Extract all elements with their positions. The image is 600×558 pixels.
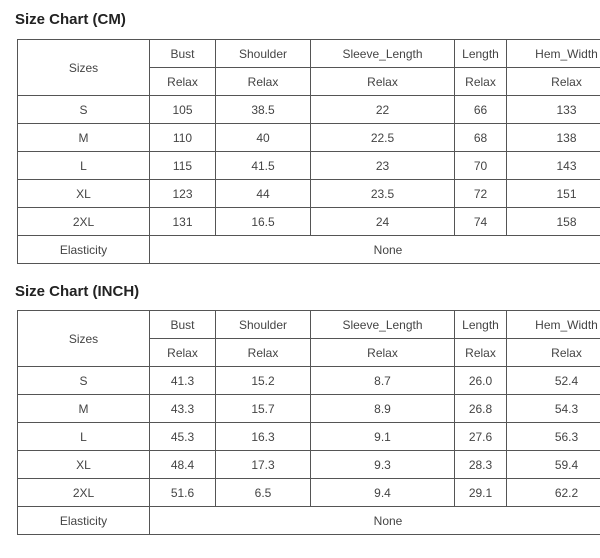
elasticity-value-cell: None [150,236,600,264]
measurement-cell: 22 [311,96,455,124]
measurement-cell: 66 [455,96,507,124]
size-label-cell: L [18,152,150,180]
fit-subheader-cell: Relax [311,68,455,96]
measurement-cell: 26.8 [455,395,507,423]
table-row [18,208,600,236]
column-header-cell: Sleeve_Length [311,311,455,339]
size-chart-cm-table [17,39,600,264]
table-row [18,96,600,124]
measurement-cell: 138 [507,124,600,152]
size-chart-cm-title: Size Chart (CM) [15,11,126,28]
measurement-cell: 40 [216,124,311,152]
fit-subheader-cell: Relax [311,339,455,367]
measurement-cell: 56.3 [507,423,600,451]
table-row [18,124,600,152]
elasticity-label-cell: Elasticity [18,236,150,264]
fit-subheader-cell: Relax [216,339,311,367]
measurement-cell: 44 [216,180,311,208]
measurement-cell: 105 [150,96,216,124]
measurement-cell: 59.4 [507,451,600,479]
column-header-cell: Hem_Width [507,311,600,339]
measurement-cell: 38.5 [216,96,311,124]
column-header-cell: Bust [150,40,216,68]
measurement-cell: 16.3 [216,423,311,451]
measurement-cell: 48.4 [150,451,216,479]
measurement-cell: 45.3 [150,423,216,451]
table-row [18,423,600,451]
measurement-cell: 24 [311,208,455,236]
size-chart-inch-title: Size Chart (INCH) [15,283,140,300]
measurement-cell: 54.3 [507,395,600,423]
measurement-cell: 8.9 [311,395,455,423]
measurement-cell: 62.2 [507,479,600,507]
measurement-cell: 115 [150,152,216,180]
header-row [18,311,600,339]
measurement-cell: 41.5 [216,152,311,180]
fit-subheader-cell: Relax [150,68,216,96]
elasticity-row [18,507,600,535]
table-row [18,367,600,395]
measurement-cell: 131 [150,208,216,236]
sizes-header-cell: Sizes [18,40,150,96]
elasticity-label-cell: Elasticity [18,507,150,535]
size-label-cell: XL [18,451,150,479]
measurement-cell: 123 [150,180,216,208]
measurement-cell: 41.3 [150,367,216,395]
measurement-cell: 9.4 [311,479,455,507]
measurement-cell: 23 [311,152,455,180]
measurement-cell: 28.3 [455,451,507,479]
measurement-cell: 158 [507,208,600,236]
elasticity-row [18,236,600,264]
measurement-cell: 70 [455,152,507,180]
fit-subheader-cell: Relax [216,68,311,96]
measurement-cell: 27.6 [455,423,507,451]
table-row [18,152,600,180]
measurement-cell: 110 [150,124,216,152]
column-header-cell: Length [455,40,507,68]
measurement-cell: 15.7 [216,395,311,423]
size-label-cell: L [18,423,150,451]
measurement-cell: 9.3 [311,451,455,479]
size-label-cell: 2XL [18,208,150,236]
size-label-cell: S [18,96,150,124]
column-header-cell: Shoulder [216,40,311,68]
size-label-cell: M [18,395,150,423]
column-header-cell: Length [455,311,507,339]
table-row [18,451,600,479]
measurement-cell: 26.0 [455,367,507,395]
measurement-cell: 52.4 [507,367,600,395]
column-header-cell: Hem_Width [507,40,600,68]
measurement-cell: 17.3 [216,451,311,479]
fit-subheader-cell: Relax [150,339,216,367]
fit-subheader-cell: Relax [507,68,600,96]
size-label-cell: XL [18,180,150,208]
measurement-cell: 16.5 [216,208,311,236]
size-label-cell: S [18,367,150,395]
fit-subheader-cell: Relax [455,339,507,367]
column-header-cell: Bust [150,311,216,339]
column-header-cell: Sleeve_Length [311,40,455,68]
measurement-cell: 8.7 [311,367,455,395]
fit-subheader-cell: Relax [455,68,507,96]
table-row [18,180,600,208]
measurement-cell: 22.5 [311,124,455,152]
measurement-cell: 9.1 [311,423,455,451]
measurement-cell: 51.6 [150,479,216,507]
measurement-cell: 43.3 [150,395,216,423]
size-label-cell: 2XL [18,479,150,507]
table-row [18,479,600,507]
measurement-cell: 29.1 [455,479,507,507]
elasticity-value-cell: None [150,507,600,535]
sizes-header-cell: Sizes [18,311,150,367]
measurement-cell: 72 [455,180,507,208]
measurement-cell: 133 [507,96,600,124]
measurement-cell: 74 [455,208,507,236]
header-row [18,40,600,68]
measurement-cell: 23.5 [311,180,455,208]
size-chart-inch-table [17,310,600,535]
measurement-cell: 6.5 [216,479,311,507]
fit-subheader-cell: Relax [507,339,600,367]
measurement-cell: 68 [455,124,507,152]
measurement-cell: 15.2 [216,367,311,395]
size-label-cell: M [18,124,150,152]
column-header-cell: Shoulder [216,311,311,339]
measurement-cell: 143 [507,152,600,180]
table-row [18,395,600,423]
measurement-cell: 151 [507,180,600,208]
